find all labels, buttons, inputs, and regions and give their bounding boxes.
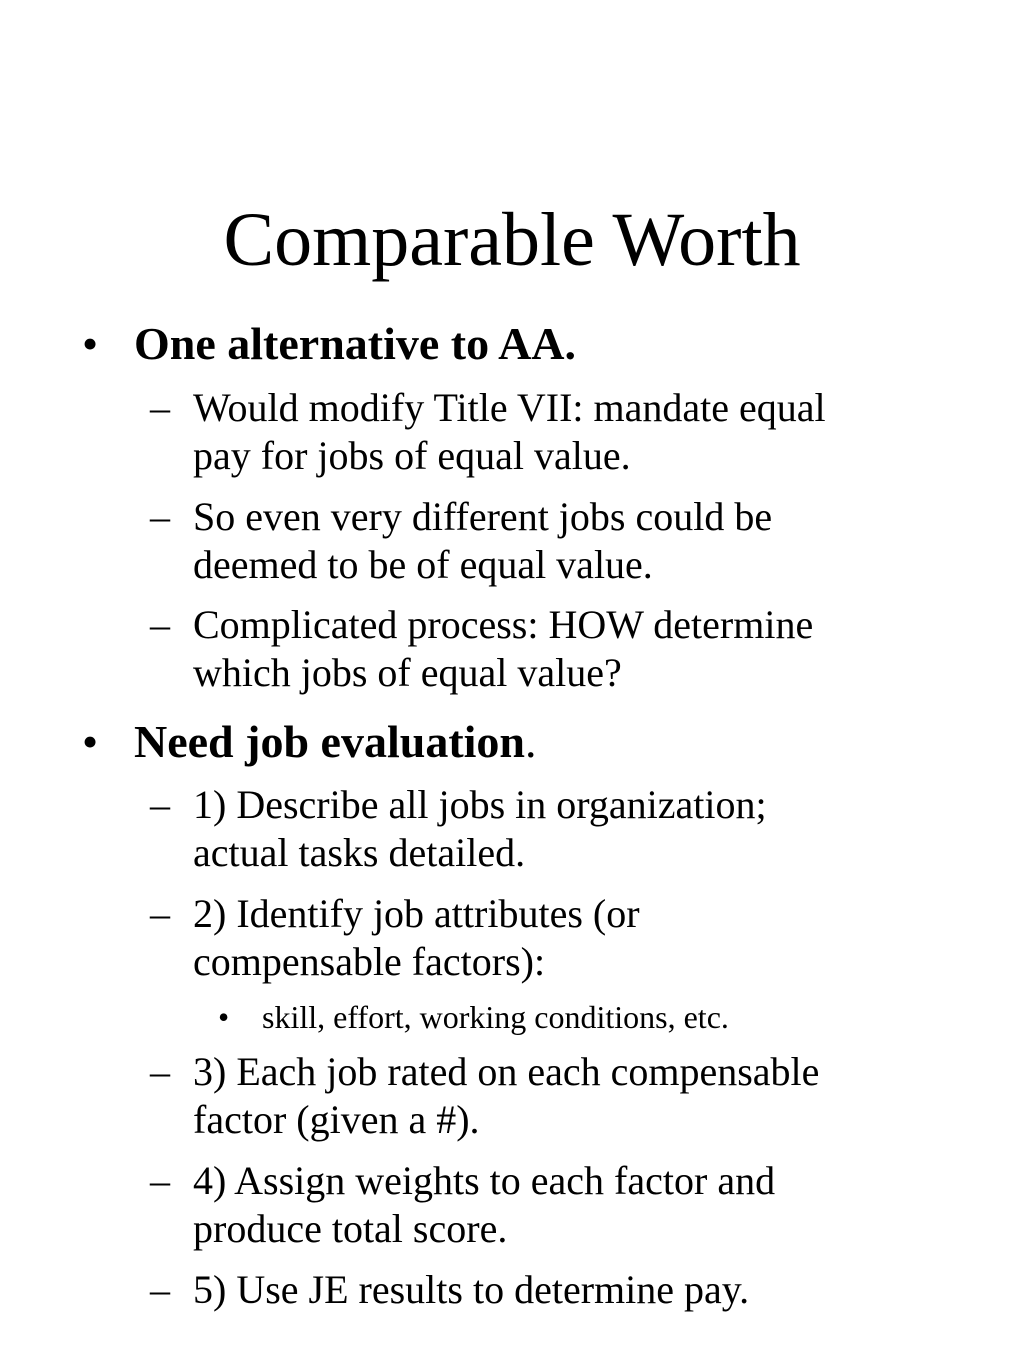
sub-item-line: actual tasks detailed. [193, 830, 526, 875]
sub-item-line: Would modify Title VII: mandate equal [193, 385, 826, 430]
sub-item-line: 2) Identify job attributes (or [193, 891, 640, 936]
dash-marker: – [150, 782, 170, 827]
dash-marker: – [150, 494, 170, 539]
dash-marker: – [150, 1158, 170, 1203]
sub-item-line: compensable factors): [193, 939, 546, 984]
dash-marker: – [150, 385, 170, 430]
slide-title: Comparable Worth [223, 198, 801, 282]
bullet-marker: • [82, 318, 99, 369]
bullet-text: Need job evaluation [134, 716, 525, 767]
dash-marker: – [150, 891, 170, 936]
sub-item-line: deemed to be of equal value. [193, 542, 653, 587]
bullet-marker: • [218, 999, 230, 1035]
sub-sub-item-text: skill, effort, working conditions, etc. [262, 999, 729, 1035]
sub-item-line: pay for jobs of equal value. [193, 433, 631, 478]
sub-item-line: which jobs of equal value? [193, 650, 622, 695]
dash-marker: – [150, 1049, 170, 1094]
sub-item-line: produce total score. [193, 1206, 508, 1251]
dash-marker: – [150, 602, 170, 647]
sub-item-line: 1) Describe all jobs in organization; [193, 782, 767, 827]
sub-item-line: factor (given a #). [193, 1097, 480, 1142]
bullet-text: One alternative to AA. [134, 318, 577, 369]
bullet-punctuation: . [525, 716, 537, 767]
sub-item-line: 4) Assign weights to each factor and [193, 1158, 776, 1203]
bullet-marker: • [82, 716, 99, 767]
sub-item-line: 3) Each job rated on each compensable [193, 1049, 820, 1094]
sub-item-line: 5) Use JE results to determine pay. [193, 1267, 750, 1312]
sub-item-line: So even very different jobs could be [193, 494, 773, 539]
dash-marker: – [150, 1267, 170, 1312]
sub-item-line: Complicated process: HOW determine [193, 602, 814, 647]
